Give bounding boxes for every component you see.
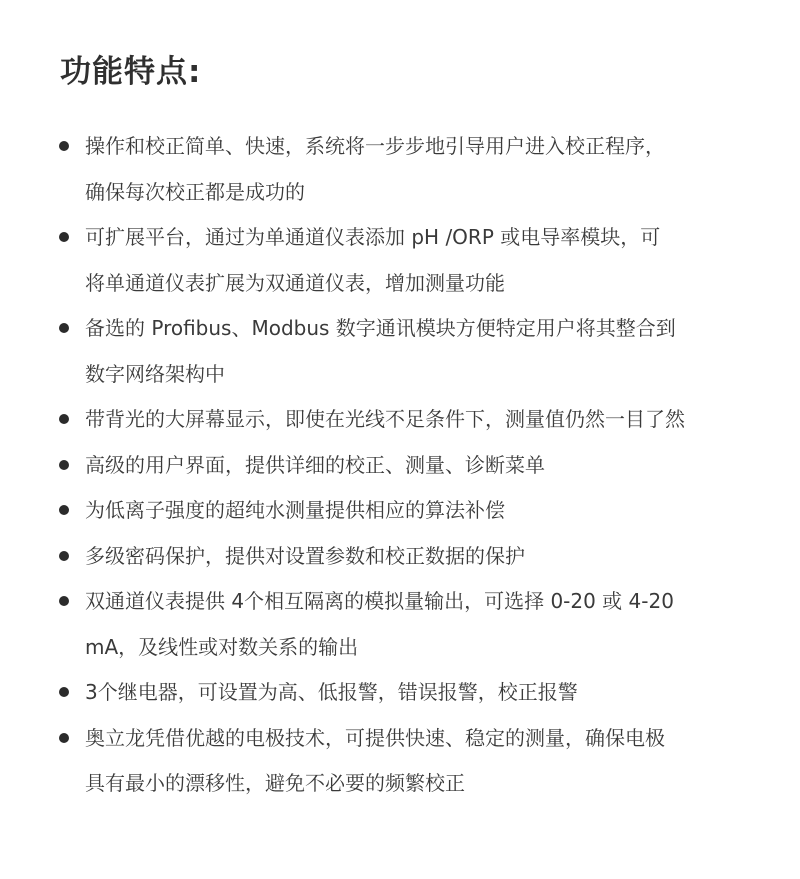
section-title: 功能特点: [60,54,202,90]
feature-item-10 [57,716,757,807]
feature-line: 操作和校正简单、快速，系统将一步步地引导用户进入校正程序， [85,134,665,158]
feature-line: mA，及线性或对数关系的输出 [85,634,359,659]
feature-item-6 [57,488,757,534]
bullet-dot-icon [59,232,69,242]
feature-item-2 [57,215,757,306]
bullet-dot-icon [59,687,69,697]
bullet-dot-icon [59,414,69,424]
feature-line: 将单通道仪表扩展为双通道仪表，增加测量功能 [85,270,505,295]
feature-line: 具有最小的漂移性，避免不必要的频繁校正 [85,771,465,795]
bullet-dot-icon [59,460,69,470]
feature-line: 高级的用户界面，提供详细的校正、测量、诊断菜单 [85,452,545,477]
feature-line: 带背光的大屏幕显示，即使在光线不足条件下，测量值仍然一目了然 [85,407,685,431]
feature-line: 数字网络架构中 [85,361,225,386]
feature-item-1 [57,124,757,215]
feature-list [57,124,757,807]
bullet-dot-icon [59,733,69,743]
feature-item-7 [57,534,757,580]
bullet-dot-icon [59,596,69,606]
bullet-dot-icon [59,551,69,561]
feature-line: 备选的 Profibus、Modbus 数字通讯模块方便特定用户将其整合到 [85,316,676,340]
bullet-dot-icon [59,505,69,515]
feature-item-5 [57,443,757,489]
feature-line: 双通道仪表提供 4个相互隔离的模拟量输出，可选择 0-20 或 4-20 [85,589,674,613]
feature-line: 奥立龙凭借优越的电极技术，可提供快速、稳定的测量，确保电极 [85,725,665,750]
feature-line: 为低离子强度的超纯水测量提供相应的算法补偿 [85,498,505,522]
feature-item-9 [57,670,757,716]
feature-line: 可扩展平台，通过为单通道仪表添加 pH /ORP 或电导率模块，可 [85,225,661,249]
bullet-dot-icon [59,141,69,151]
feature-item-3 [57,306,757,397]
feature-line: 确保每次校正都是成功的 [85,179,305,204]
feature-item-8 [57,579,757,670]
feature-line: 3个继电器，可设置为高、低报警，错误报警，校正报警 [85,680,578,704]
feature-item-4 [57,397,757,443]
feature-line: 多级密码保护，提供对设置参数和校正数据的保护 [85,543,525,568]
bullet-dot-icon [59,323,69,333]
